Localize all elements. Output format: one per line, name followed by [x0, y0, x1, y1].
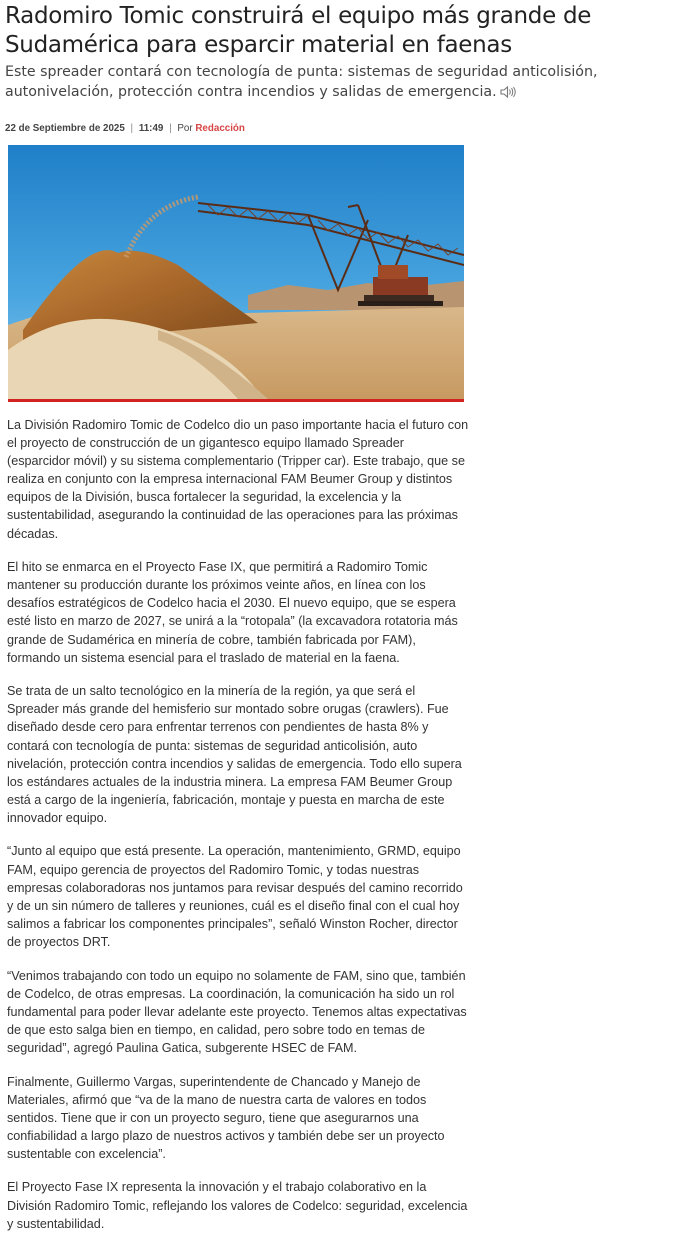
meta-separator: |: [169, 123, 172, 134]
author-prefix: Por: [177, 123, 193, 134]
article-paragraph: El hito se enmarca en el Proyecto Fase IX, que permitirá a Radomiro Tomic mantener su producción durante los próximos veinte años, en línea con los desafíos estratégicos de Codelco hacia el 2030. El nuevo equipo, que se espera esté listo en marzo de 2027, se unirá a la “rotopala” (la excavadora rotatoria más grande de Sudamérica en minería de cobre, también fabricada por FAM), formando un sistema esencial para el traslado de material en la faena.: [7, 560, 458, 665]
article-body: [7, 416, 469, 1248]
article-paragraph: Se trata de un salto tecnológico en la minería de la región, ya que será el Spreader más grande del hemisferio sur montado sobre orugas (crawlers). Fue diseñado desde cero para enfrentar terrenos con pendientes de hasta 8% y contará con tecnología de punta: sistemas de seguridad anticolisión, auto nivelación, protección contra incendios y salidas de emergencia. Todo ello supera los estándares actuales de la industria minera. La empresa FAM Beumer Group está a cargo de la ingeniería, fabricación, montaje y puesta en marcha de este innovador equipo.: [7, 684, 462, 825]
article-time: 11:49: [138, 123, 164, 134]
author-link[interactable]: Redacción: [195, 123, 245, 134]
article-date: 22 de Septiembre de 2025: [5, 123, 125, 134]
meta-separator: |: [130, 123, 134, 134]
article-paragraph: La División Radomiro Tomic de Codelco dio un paso importante hacia el futuro con el proyecto de construcción de un gigantesco equipo llamado Spreader (esparcidor móvil) y su sistema complementario (Tripper car). Este trabajo, que se realiza en conjunto con la empresa internacional FAM Beumer Group y distintos equipos de la División, busca fortalecer la seguridad, la excelencia y la sustentabilidad, asegurando la continuidad de las operaciones para las próximas décadas.: [7, 418, 469, 541]
article-subtitle: [5, 62, 695, 102]
subtitle-text: Este spreader contará con tecnología de punta: sistemas de seguridad anticolisión, autonivelación, protección contra incendios y salidas de emergencia.: [5, 64, 598, 100]
speaker-icon[interactable]: [500, 85, 518, 99]
article-paragraph: El Proyecto Fase IX representa la innovación y el trabajo colaborativo en la División Radomiro Tomic, reflejando los valores de Codelco: seguridad, excelencia y sustentabilidad.: [7, 1180, 468, 1231]
spreader-photo: [8, 145, 464, 399]
article-paragraph: “Venimos trabajando con todo un equipo no solamente de FAM, sino que, también de Codelco, de otras empresas. La coordinación, la comunicación ha sido un rol fundamental para poder llevar adelante este proyecto. Tenemos altas expectativas de que esto salga bien en tiempo, en calidad, pero sobre todo en temas de seguridad”, agregó Paulina Gatica, subgerente HSEC de FAM.: [7, 968, 467, 1055]
article-title: Radomiro Tomic construirá el equipo más grande de Sudamérica para esparcir material en faenas: [5, 3, 592, 58]
article-paragraph: Finalmente, Guillermo Vargas, superintendente de Chancado y Manejo de Materiales, afirmó que “va de la mano de nuestra carta de valores en todos sentidos. Tiene que ir con un proyecto seguro, tiene que asegurarnos una confiabilidad a largo plazo de nuestros activos y también debe ser un proyecto sustentable con excelencia”.: [7, 1074, 445, 1161]
hero-image: [8, 145, 464, 402]
article-paragraph: “Junto al equipo que está presente. La operación, mantenimiento, GRMD, equipo FAM, equipo gerencia de proyectos del Radomiro Tomic, y todas nuestras empresas colaboradoras nos juntamos para revisar después del camino recorrido y de un sin número de talleres y reuniones, cuál es el diseño final con el cual hoy salimos a fabricar los componentes principales”, señaló Winston Rocher, director de proyectos DRT.: [7, 844, 463, 949]
article-meta: [5, 123, 245, 134]
